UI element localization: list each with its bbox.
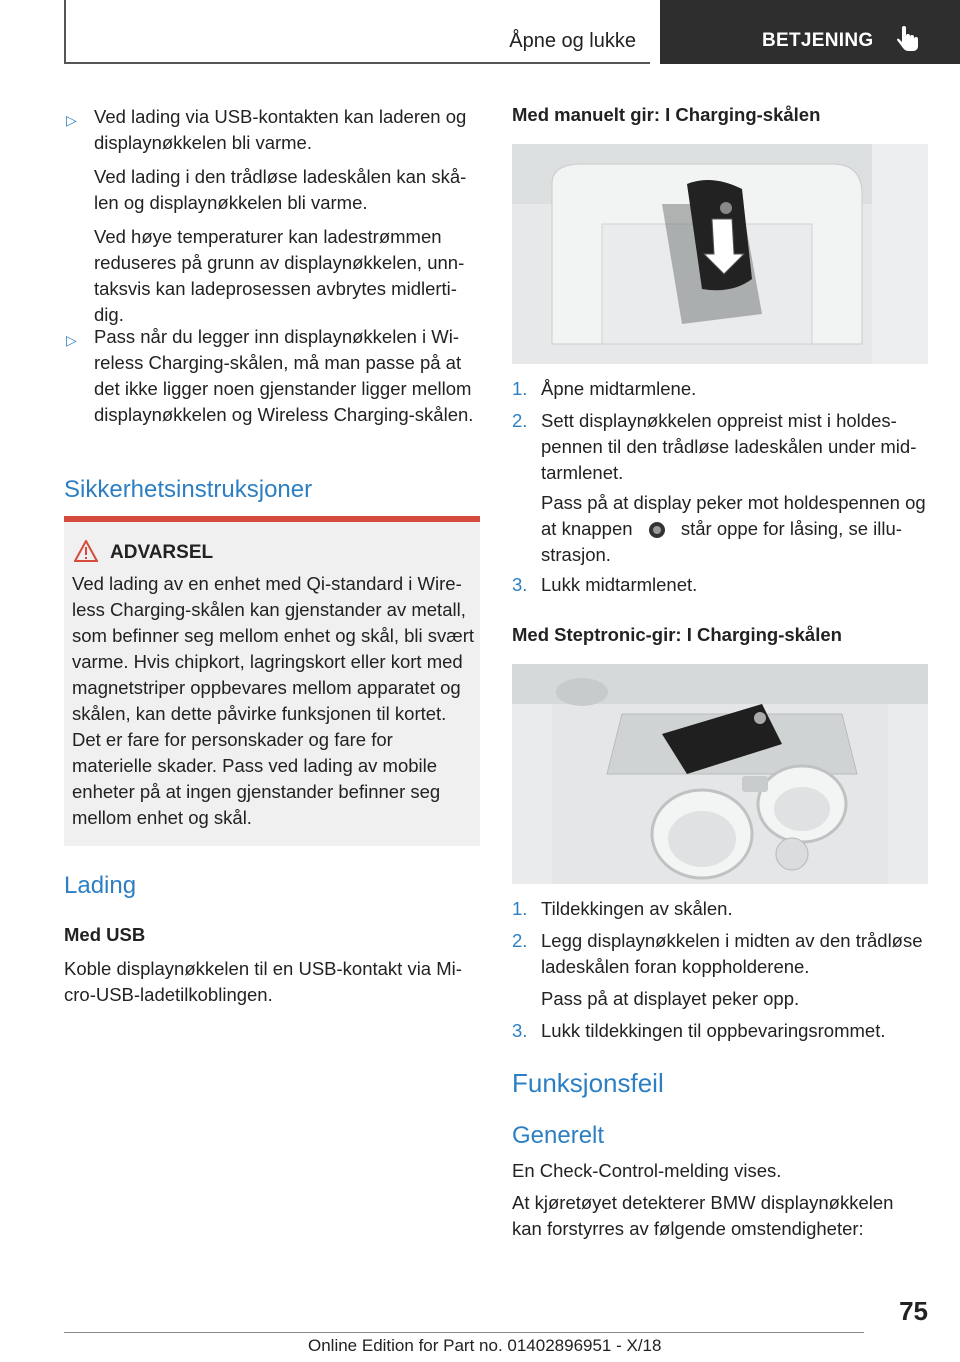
- manual-step-1: Åpne midtarmlene.: [541, 378, 697, 399]
- lock-button-icon: [648, 521, 666, 539]
- step-number: 1.: [512, 898, 528, 919]
- page-number: 75: [899, 1296, 928, 1326]
- warning-title: ADVARSEL: [110, 542, 214, 563]
- footer-divider: [64, 1332, 864, 1333]
- header-underline: [64, 62, 650, 64]
- usb-text: Koble displaynøkkelen til en USB-kontakt via Micro-USB-ladetilkoblingen.: [64, 958, 462, 1005]
- bullet1-para1: Ved lading via USB-kontakten kan laderen og displaynøkkelen bli varme.: [94, 106, 467, 153]
- triangle-bullet-icon: ▷: [66, 112, 77, 128]
- bullet1-para3: Ved høye temperaturer kan ladestrømmen reduseres på grunn av displaynøkkelen, unntaksvis kan ladeprosessen avbrytes midlertidig.: [94, 226, 465, 325]
- bullet-block-2: [94, 324, 480, 428]
- steptronic-step-2: Legg displaynøkkelen i midten av den trådløse ladeskålen foran koppholderene.: [541, 930, 923, 977]
- warning-triangle-icon: [74, 540, 98, 562]
- manual-note-part-a: Pass på at display peker mot holdespennen og at knappen: [541, 492, 926, 539]
- header-section-title: Åpne og lukke: [509, 30, 636, 52]
- hand-pointer-icon: [896, 26, 920, 54]
- warning-bar: [64, 516, 480, 522]
- step-number: 1.: [512, 378, 528, 399]
- step-number: 3.: [512, 1020, 528, 1041]
- steptronic-step-3: Lukk tildekkingen til oppbevaringsrommet.: [541, 1020, 886, 1041]
- manual-step-3: Lukk midtarmlenet.: [541, 574, 698, 595]
- manual-step-2-note: [541, 490, 928, 568]
- footer-edition: Online Edition for Part no. 01402896951 - X/18: [308, 1336, 662, 1355]
- safety-heading: Sikkerhetsinstruksjoner: [64, 476, 313, 503]
- bullet-block-1: [94, 104, 480, 328]
- step-number: 2.: [512, 930, 528, 951]
- lading-heading: Lading: [64, 872, 137, 899]
- steptronic-heading: Med Steptronic-gir: I Charging-skålen: [512, 624, 842, 645]
- bullet2-para1: Pass når du legger inn displaynøkkelen i Wireless Charging-skålen, må man passe på at det ikke ligger noen gjenstander ligger mellom displaynøkkelen og Wireless Charging-skålen.: [94, 326, 474, 425]
- fault-heading: Funksjonsfeil: [512, 1068, 664, 1098]
- bullet1-para2: Ved lading i den trådløse ladeskålen kan skålen og displaynøkkelen bli varme.: [94, 166, 467, 213]
- manual-step-2: Sett displaynøkkelen oppreist mist i holdespennen til den trådløse ladeskålen under midtarmlenet.: [541, 410, 917, 483]
- steptronic-step-2-note: Pass på at displayet peker opp.: [541, 988, 800, 1009]
- step-number: 3.: [512, 574, 528, 595]
- manual-heading: Med manuelt gir: I Charging-skålen: [512, 104, 821, 125]
- warning-text: Ved lading av en enhet med Qi-standard i Wireless Charging-skålen kan gjenstander av metall, som befinner seg mellom enhet og skål, bli svært varme. Hvis chipkort, lagringskort eller kort med magnetstriper oppbevares mellom apparatet og skålen, kan dette påvirke funksjonen til kortet. Det er fare for personskader og fare for materielle skader. Pass ved lading av mobile enheter på at ingen gjenstander befinner seg mellom enhet og skål.: [72, 573, 475, 828]
- usb-heading: Med USB: [64, 924, 146, 945]
- general-para-1: En Check-Control-melding vises.: [512, 1160, 782, 1181]
- general-heading: Generelt: [512, 1122, 605, 1149]
- general-para-2: At kjøretøyet detekterer BMW displaynøkkelen kan forstyrres av følgende omstendigheter:: [512, 1192, 894, 1239]
- steptronic-step-1: Tildekkingen av skålen.: [541, 898, 733, 919]
- manual-charging-tray-image: [512, 144, 928, 364]
- header-divider-left: [64, 0, 66, 64]
- step-number: 2.: [512, 410, 528, 431]
- manual-note-part-b: står oppe for låsing, se illustrasjon.: [541, 518, 902, 565]
- chapter-label: BETJENING: [762, 30, 874, 51]
- steptronic-charging-tray-image: [512, 664, 928, 884]
- triangle-bullet-icon: ▷: [66, 332, 77, 348]
